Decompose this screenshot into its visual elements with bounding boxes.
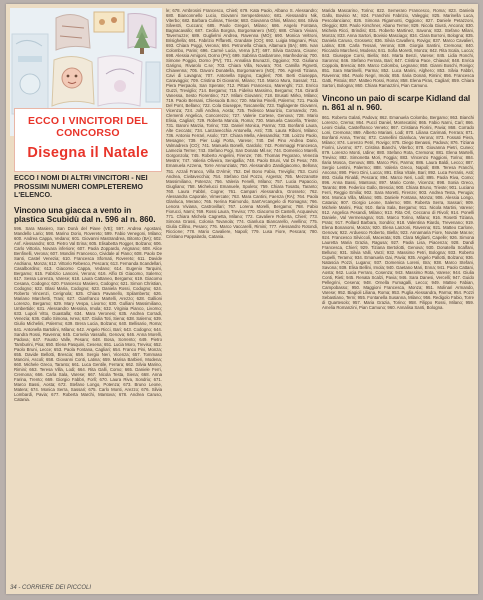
column-middle <box>166 8 318 576</box>
column-middle-list: le; 678. Ambrosini Francesco, Chieti; 679. Kata Paolo, Albano S. Alessandro; 680. Bianconnello Lucio, Giovanni Semperdenaro; 681. Alessandro Nik, Viterbo; 682. Barbara Culinas, Trieste; 683. Giovanna Ghini, Milano; 684. Silvia Silvestri, Cuccaro; 685. Paolo Gregori, Milano; 686. Angelo Fontana, Bagnacavallo; 687. Cecilia Borgna, Borgomanero (NO); 688. Chiara Viviani, Tavernuzze; 689. Guglielmi Andrea, Ravenna (MO); 690. Monica Veltroni, Brisighella; 691. Fabrizio Piffaretti, Grandate (CO); 692. Luigia Magnani, Pisa; 693. Chiara Poggi, Verona; 694. Petronella Chiara, Altamura (BA); 695. Ivan Colombo, Parini; 696. Carmè Lucia, Verna (LT); 697. Silvia Garzara, Cisone; 698. Alessia Amigoni, Dorno (PV); 699. Sabrina Gasbarrone, Manfredonia; 700. Simone Poggio, Dorno (PV); 701. Annalisa Brunazzi, Oggiono; 702. Giuliano Garigno, Rivarolo C.se; 703. Chiara Villa, Novara; 704. Camilla Pignetti, Chiavenna; 705. Davoni Donatella, Borgomanero (NO); 706. Agresti Tiziana, Cavi di Lavagna; 707. Antonella Spigno, Caglieri; 708. Berti Giuseppa, Caravaggio; 709. Cristina Di Giovanni, Milano; 710. Marco Mura, Sassari; 711. Piera Pierpaolo, San Sperate; 712. Pittani Francesco, Marenghi; 713. Enrico Guzzi, Treviglio; 714. Bergamo; 715. Fidelso Massimo, Bergamo; 716. Girardi Vanessa, Sesto Fiorentino; 717. Milani Giovanni; 718. Brusati Mirko, Milano; 719. Paolo Bersani, Chiesuola B.mo; 720. Marina Pinelli, Palermo; 721. Paola Del Pont, Bellano; 722. Cola Giuseppe, Toscanella; 723. Tagliagente Giovanni, Vicenza; 724. Jolli Andrea, Aosta; 725. Tedesco Maurizio, Cornaredo; 726. Clementi Angelica, Concorezzo; 727. Valerie Cortese, Genova; 728. Mario Elisia, Cagliari; 729. Roberta Mancia, Roma; 730. Manuela Cascella, Trieste; 731. Baroni Marzia, Torino; 732. Daniel Monica, Parma; 733. Bonfanti Laura, Alte Ceccato; 734. Lanzavecchia Antonella, Asti; 735. Laura Riboni, Milano; 736. Antonio Ferrari, Asolo; 737. Chiara Mella, Alessandria; 738. Loizzo Paolo, Mesagne; 739. Pier Luigi Porta, Varese; 740. Del Pino Andrea Dario, Valmadrera (CO); 741. Manuela Bonelli, Gardolo; 742. Pommaggi Francesca, Lamezia Terme; 743. Stefano Pogi, San Donato Mil.se; 744. Domenico Marelli, Gorgonzola; 745. Roberto Angelini, Firenze; 746. Thomas Pegoraro, Venezia Mestre; 747. Valeria Oliveira, Senigallia; 748. Paolo Bruni, Val Di Pesa; 749. Emanuela Azzena, Torre Annunziata; 750. Alessandro Zandigiacomo, Bellona; 751. Azzali Franco, Villa D'Almè; 752. Del Bono Fabio, Treviglio; 753. Curci Andrea, Civitavecchia; 754. Stefano Dal Pozzo, Argenta; 755. Mezzanotte Massimiliano, Potenza; 756. Valeria Fenelli, Milano; 757. Lucia Papaccio, Giugliano; 758. Michelucci Emanuele, Spoleto; 759. Chiara Tosatto, Taranto; 760. Laura Fabbri, Cogne; 761. Campari Alessandra, Grosseto; 762. Alessandra Caporale, Vimercate; 763. Mara Cantini, Faenza (RA); 764. Paola Glanluca, Merano; 765. Nerina Raimondo, Sant'Arcangelo di Romagna; 766. Lenora Viviana, Castrovillari; 767. Lorena Morelli, Bergamo; 768. Fabio Fiorucci, Narni; 769. Rossi Laura, Treviso; 770. Giacomo Di Castelli, Acquaviva; 771. Chiara Michela Cagnetta, Milano; 772. Cavaliere Roberta, Chieri; 773. Simona Grassi, Colonia Tovanola; 774. Gianluca Biancarello, Avellino; 775. Giulia Cillino, Pesaro; 776. Marco Vaccarelli, Rimini; 777. Alessandro Rotondi, Riccione; 778. Mario Cavaliere, Napoli; 779. Lusa Fiore, Pescara; 780. Cristiano Pappalardo, Catania. <box>166 8 318 239</box>
column-left <box>10 4 162 576</box>
section-b-heading: Vincono un paio di scarpe Kidland dal n. 861 al n. 960. <box>322 94 471 113</box>
section-a-list: 596. Sara Masiero, San Donà del Piave (VE); 597. Andrea Agostani, Mandello Lario; 598. Marino Dorio, Rovereto; 599. Fabio Venegoni, Milano; 600. Andrea Cappa, Vedano; 601. Giovanni Mastrandrea, Bitonto (BA); 602. Anf. Alessandro; 603. Pietro Val Erina; 605. Elisabetta Rogger, Bolzano; 606. Carlo Vittoria, Novara inferiore; 607. Paola Zoppardo, Arignano; 608. Alice Benfinelli, Verona; 607. Mondini Francesco, Cividale al Piano; 608. Paolo De Santi, Castel Venezia; 610. Francesca Sfornati, Rovereto; 611. Davide Andriano, Monza; 612. Vittorio Rebesco, Pescara; 613. Fernanda Scandellari, Casalbordino; 613. Giacomo Cappa, Vedano; 614. Eugenio Tarquini, Bergamo; 615. Fabrizio Lanconi, Verona; 616. Alfio Di Giacomo, Salerno; 617. Sessa Lorenza, Varese; 618. Laura Cattaneo, Bergamo; 619. Giacomo Cesana, Codogno; 620. Francesco Masiero, Codogno; 621. Simon Christian, Codogno; 622. Blasi Maria, Codogno; 623. Daniela Rossi, Codogno; 624. Roberto Vincenzi, Cerignola; 625. Chiara Pavanello, Spilamberto; 626. Mariano Marchetti, Trani; 627. Gianfranco Martelli, Arezzo; 628. Gallioni Lorenzo, Bergamo; 629. Mary Vespa, Livorno; 630. Gulliani Massimiliano, Umbertide; 631. Alessandro Messina, Imola; 632. Virginia Pianco, Livorno; 633. Lupoli Vitto, Guastalla; 634. Mara Veronesi; 635. Andrea Corradi, Venezia; 636. Gallo Simona, Ivrea; 637. Giulia Toti, Siena; 638. Salerno; 639. Giulio Michelini, Palermo; 639. Brera Lucia, Bolzano; 640. Bellisario, Roma; 641. Antonella Bartolini, Milano; 642. Angelo Ricci, Bari; 643. Codogno; 644. Sandra Rossi, Ravenna; 645. Cornelia Vassallo, Genova; 646. Anna Morelli, Padova; 647. Fausto Valle, Pesaro; 648. Bosa, Sorrento; 649. Pietro Tamburini, Pisa; 650. Elena Pasquini, Cesena; 651. Lucia Moro, Treviso; 652. Paolo Bruni, Lecce; 653. Paola Fontana, Cagliari; 654. Franco Pini, Monza; 655. Davide Bellotti, Brescia; 656. Sergio Neri, Vicenza; 657. Tommaso Mancini, Ascoli; 658. Giovanni Conti, Latina; 659. Marisa Barbieri, Modena; 660. Michele Greco, Taranto; 661. Luca Gentile, Ferrara; 662. Silvia Marino, Rimini; 663. Teresa Villa, Lodi; 664. Rita Galli, Como; 665. Daniele Ferri, Cremona; 666. Carla Sala, Varese; 667. Nicola Testa, Siena; 668. Anna Farina, Trento; 669. Giorgio Fabbri, Forlì; 670. Laura Riva, Sondrio; 671. Marco Bassi, Aosta; 672. Stefano Longo, Potenza; 673. Bruno Leone, Matera; 674. Monica Serra, Sassari; 675. Carlo Monti, Arezzo; 676. Silvia Lombardi, Pavia; 677. Roberta Marchi, Mantova; 678. Andrea Caruso, Catania. <box>14 226 162 402</box>
banner-title: Disegna il Natale <box>27 145 149 161</box>
column-right <box>322 8 474 576</box>
banner-line-1: ECCO I VINCITORI DEL CONCORSO <box>28 115 148 139</box>
contest-banner <box>14 108 162 172</box>
left-text-block <box>14 174 162 402</box>
magazine-page <box>6 4 478 594</box>
announcement: ECCO I NOMI DI ALTRI VINCITORI - NEI PROSSIMI NUMERI COMPLETEREMO L'ELENCO. <box>14 173 148 200</box>
column-right-list-bottom: 861. Roberto Galati, Padova; 862. Emanuela Colombo, Bergamo; 863. Bianchi Lorenzo, Crema; 864. Puccì Daniel, Montecatini; 865. Fabio Narni, Carì; 866. Leoni Giulia, Castelfranco Veneto; 867. Cristiana Fiorini, Pavia; 868. Corrado Loni, Cremona; 869. Alberto Mariani, Lodi; 870. Liliana Carimati, Ferrara; 871. Bonfanti Anna, Trento; 872. Camellini Gianluca, Verona; 873. Fossati Piera, Milano; 874. Lorenzo Petri, Rovigo; 875. Diego Benassi, Padova; 876. Tiziana Fiorini, Livorno; 877. Cristina Bianchi, Viterbo; 878. Giovanna Pietri, Cuneo; 879. Lorenzo Monti, Udine; 880. Stefano Rota, Cremona; 881. Elena Martelli, Treviso; 882. Simonetta Mori, Foggia; 883. Vincenzo Faggioni, Torino; 884. Ilaria Mosca, Genova; 885. Marco Pini, Parma; 886. Laura Baldi, Lecco; 887. Sergio Lentini, Palermo; 888. Valeria Greco, Napoli; 889. Teresa Franchi, Ancona; 890. Piero Dini, Lucca; 891. Elisa Vitale, Bari; 892. Luca Ferraris, Asti; 893. Giulia Rinaldi, Pescara; 894. Marco Neri, Lodi; 895. Paola Riva, Como; 896. Anna Bassi, Mantova; 897. Mario Conte, Vicenza; 898. Sonia Greco, Taranto; 899. Federico Gallo, Brescia; 900. Chiara Bruno, Trieste; 901. Luciano Ferri, Reggio Emilia; 902. Sara Moretti, Firenze; 903. Andrea Testa, Perugia; 904. Monica Villa, Milano; 905. Daniele Fontana, Monza; 906. Alessia Longo, Catania; 907. Giorgio Leone, Salerno; 908. Roberta Serra, Sassari; 909. Michele Marini, Pisa; 910. Ilaria Sala, Bergamo; 911. Nicola Martini, Varese; 912. Angelica Pesandi, Milano; 913. Rita Orl, Ceccano di Rivoli; 914. Ponelli Daniele, Val Vermenagna; 915. Marco Torino, Milano; 916. Rosetti Tiziana, Prato; 917. Pollard Barbara, Sondrio; 918. Valentina Riardo, Trevenano; 919. Elena Bonanomi, Monza; 920. Elena Lanzoni, Ravenna; 921. Matteo Carlone, Genova; 922. Arduesco Roberto, Biella; 923. Annamaria Fiore, Novate Mar.se; 924. Francesco Silviccoli, Macerata; 925. Clara Migliarti, Capelle; 926. Simona Lauretta Maria Grazia, Ragusa; 927. Paola Lisa, Piacenza; 928. Dandi Francesca, Chieri; 929. Tiziana Bertolotti, Genova; 930. Donatella Scalfani, Belluno; 931. Silvia Valli, Varzi; 932. Massimo Petri, Bologna; 933. Roberto Cupelli, Teramo; 934. Emanuela Gai, Pavia; 935. Angelo Pallotti, Bolzano; 936. Natascia Pozzi, Lugano; 937. Domenica Loreni, Bra; 938. Marco Stefani, Savona; 939. Elisa Bellini, Imola; 940. Gaetano Mari, Enna; 941. Paolo Cattani, Aosta; 942. Lucia Ferraro, Cosenza; 943. Massimo Rota, Varese; 944. Giulia Conti, Rieti; 945. Renata Scalzi, Pavia; 946. Sara Danesi, Vercelli; 947. Guido Pellegrini, Cesena; 948. Ornella Fumagalli, Lecco; 949. Matteo Fabian, Campobasso; 950. Maggioni Francesca, Monza; 951. Molinari Armando, Varese; 952. Biagioli Liliana, Roma; 953. Puglia Alessandra, Parma; 954. Pozzi Sebastiano, Terni; 955. Fontanella Susanna, Milano; 956. Redigolo Fabio, Torre di Quartesolo; 957. Maria Grazia, Torino; 958. Filippo Rossi, Milano; 959. Amelia Romanzini, Pian Camuno; 960. Annalisa Santi, Bologna. <box>322 114 474 311</box>
section-a-heading: Vincono una giacca a vento in plastica Scubidù dal n. 596 al n. 860. <box>14 205 156 224</box>
column-right-list-top: Marida Mascarino, Torino; 822. Semeraro Francesco, Roma; 823. Daniela Gallo, Bovisio M.; 824. Franchini Fabrizio, Valeggio; 825. Marinella Luca, Pescolanciano; 826. Simona Rigamonti, Oggiono; 827. Daniele Petazzoni, Oleggio; 828. Paolo Kirschner, Abano Terme; 829. Nicola Giusti, Ancona; 830. Michela Ricci, Brindisi; 831. Roberto Martinez, Savona; 832. Stefano Milani, Monza; 833. Anna Sartori, Bovisio Masciago; 834. Clara Borroni, Bologna; 835. Daniela Caruso, Grosseto; 836. Silvia Cavallero, Rovigo; 837. Marco Cavalieri, Latina; 838. Carla Tessari, Verona; 839. Giorgia Santini, Cremona; 840. Riccardo Marchesi, Modena; 841. Sofia Moretti, Monza; 842. Rita Scala, Lucca; 843. Giuseppe Corsi, Biella; 844. Marta Benzi, Varese; 845. Lidia Ronchi, Saronno; 846. Stefano Ferrara, Bari; 847. Cristina Pace, Chiavari; 848. Enrica Coppola, Brescia; 849. Marco Colombo, Legnano; 850. Gianni Boschi, Rovigo; 851. Sara Martinelli, Parma; 852. Luca Marini, Alghero; 853. Silvia Fabbri, Ravenna; 854. Paolo Negri, Imola; 855. Ilaria Donati, Rimini; 856. Francesca Gatti, Pistoia; 857. Matteo Rossi, Roma; 858. Elena Piras, Cagliari; 859. Chiara Sartori, Bologna; 860. Chiara Ramazzini, Pian Camuno. <box>322 8 474 89</box>
page-footer: 34 - CORRIERE DEI PICCOLI <box>10 585 92 591</box>
